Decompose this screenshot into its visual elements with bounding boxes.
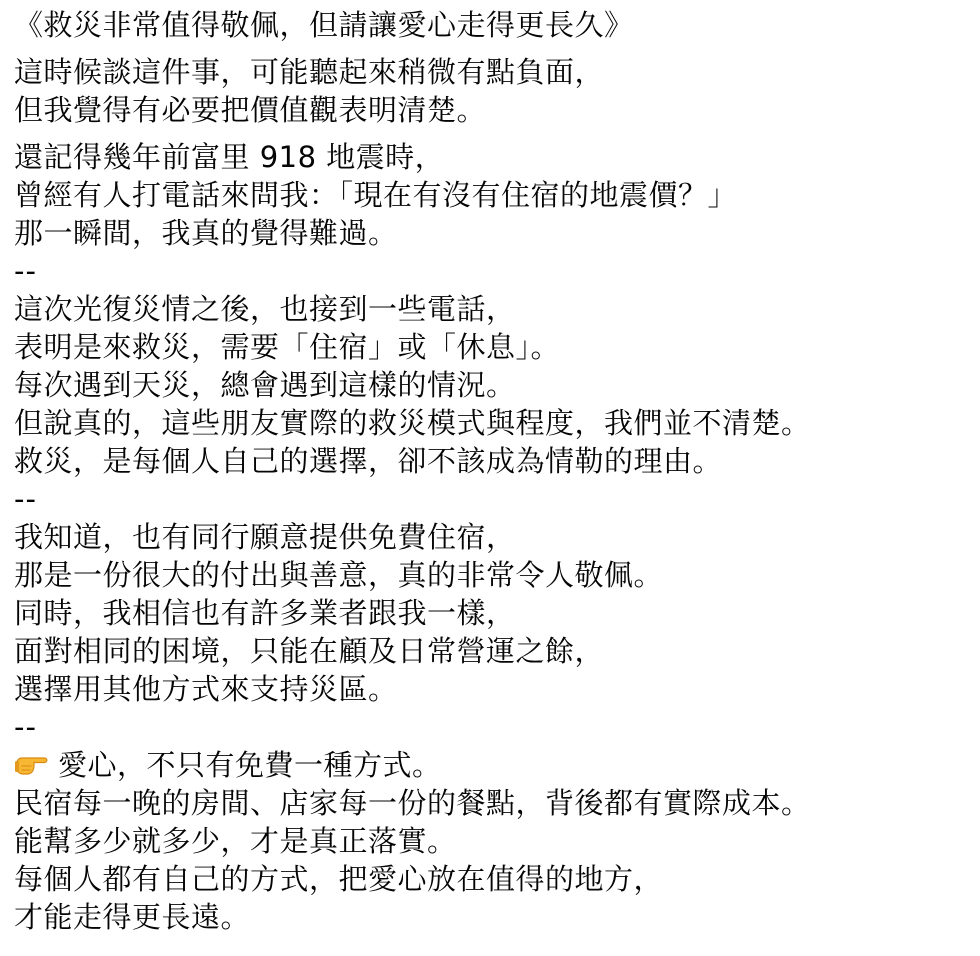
text-line: 同時，我相信也有許多業者跟我一樣， xyxy=(14,596,516,630)
text-line: 我知道，也有同行願意提供免費住宿， xyxy=(14,520,516,554)
divider: -- xyxy=(14,710,37,744)
text-line: 表明是來救災，需要「住宿」或「休息」。 xyxy=(14,330,561,364)
text-line: 救災，是每個人自己的選擇，卻不該成為情勒的理由。 xyxy=(14,444,723,478)
text-line: 還記得幾年前富里 918 地震時， xyxy=(14,140,445,174)
text-line: 這時候談這件事，可能聽起來稍微有點負面， xyxy=(14,55,605,89)
text-line: 這次光復災情之後，也接到一些電話， xyxy=(14,292,516,326)
text-line: 才能走得更長遠。 xyxy=(14,900,251,934)
backhand-index-pointing-right-icon xyxy=(14,749,50,781)
post-title: 《救災非常值得敬佩，但請讓愛心走得更長久》 xyxy=(14,8,634,42)
text-line: 每次遇到天災，總會遇到這樣的情況。 xyxy=(14,368,516,402)
text-line: 每個人都有自己的方式，把愛心放在值得的地方， xyxy=(14,862,664,896)
text-line: 但說真的，這些朋友實際的救災模式與程度，我們並不清楚。 xyxy=(14,406,811,440)
text-line: 但我覺得有必要把價值觀表明清楚。 xyxy=(14,93,487,127)
text-line: 曾經有人打電話來問我：「現在有沒有住宿的地震價？」 xyxy=(14,178,738,212)
text-line: 選擇用其他方式來支持災區。 xyxy=(14,672,398,706)
text-line: 面對相同的困境，只能在顧及日常營運之餘， xyxy=(14,634,605,668)
text-line: 那是一份很大的付出與善意，真的非常令人敬佩。 xyxy=(14,558,664,592)
divider: -- xyxy=(14,482,37,516)
text-line: 民宿每一晚的房間、店家每一份的餐點，背後都有實際成本。 xyxy=(14,786,811,820)
text-line: 能幫多少就多少，才是真正落實。 xyxy=(14,824,457,858)
text-line: 愛心，不只有免費一種方式。 xyxy=(58,748,442,782)
text-line: 那一瞬間，我真的覺得難過。 xyxy=(14,216,398,250)
divider: -- xyxy=(14,254,37,288)
text-line-with-emoji xyxy=(14,746,980,784)
